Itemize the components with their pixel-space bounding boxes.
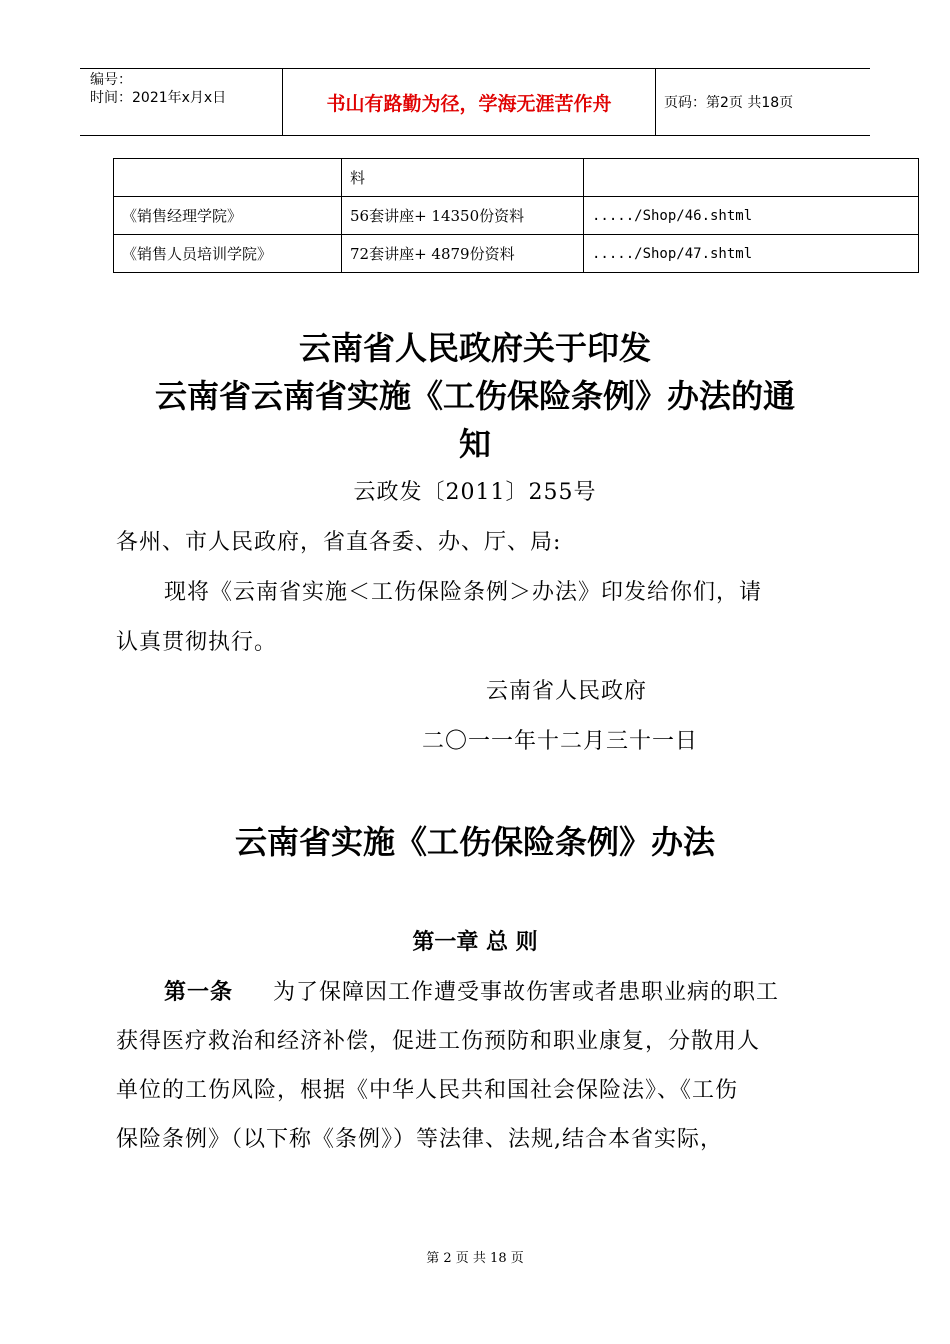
table-cell: 《销售人员培训学院》	[114, 235, 342, 273]
table-cell: 《销售经理学院》	[114, 197, 342, 235]
measures-title: 云南省实施《工伤保险条例》办法	[234, 823, 715, 861]
article1-text: 为了保障因工作遭受事故伤害或者患职业病的职工	[273, 980, 780, 1005]
table-link-cell[interactable]: ...../Shop/46.shtml	[584, 197, 919, 235]
time-label: 时间：2021年x月x日	[90, 90, 227, 106]
article1-line2: 获得医疗救治和经济补偿，促进工伤预防和职业康复，分散用人	[116, 1029, 761, 1054]
article1-label: 第一条	[164, 980, 234, 1005]
table-cell: 56套讲座+ 14350份资料	[342, 197, 584, 235]
table-cell	[114, 159, 342, 197]
notice-title-line3: 知	[458, 425, 491, 463]
table-link-cell[interactable]: ...../Shop/47.shtml	[584, 235, 919, 273]
number-label: 编号：	[90, 72, 132, 88]
notice-body-line2: 认真贯彻执行。	[116, 630, 278, 655]
table-row	[114, 159, 919, 197]
header-page-info: 页码：第2页 共18页	[664, 95, 794, 111]
catalog-table	[113, 158, 919, 273]
notice-body-line1: 现将《云南省实施＜工伤保险条例＞办法》印发给你们，请	[164, 580, 763, 605]
article1-line3: 单位的工伤风险，根据《中华人民共和国社会保险法》、《工伤	[116, 1078, 739, 1103]
header-meta	[80, 69, 283, 135]
page-header	[80, 68, 870, 136]
article1-line4: 保险条例》（以下称《条例》）等法律、法规,结合本省实际，	[116, 1127, 723, 1152]
table-cell	[584, 159, 919, 197]
doc-number: 云政发〔2011〕255号	[353, 480, 597, 505]
issuer: 云南省人民政府	[486, 679, 648, 704]
notice-title-line1: 云南省人民政府关于印发	[298, 329, 651, 367]
issue-date: 二〇一一年十二月三十一日	[422, 729, 699, 754]
addressee: 各州、市人民政府，省直各委、办、厅、局:	[116, 530, 562, 555]
table-row	[114, 235, 919, 273]
notice-title-line2: 云南省云南省实施《工伤保险条例》办法的通	[154, 377, 795, 415]
chapter-heading: 第一章 总 则	[412, 930, 538, 955]
article1-line1	[164, 978, 779, 1008]
header-motto: 书山有路勤为径，学海无涯苦作舟	[283, 69, 656, 135]
table-cell: 72套讲座+ 4879份资料	[342, 235, 584, 273]
table-cell: 料	[342, 159, 584, 197]
page-footer: 第 2 页 共 18 页	[426, 1251, 524, 1266]
table-row	[114, 197, 919, 235]
